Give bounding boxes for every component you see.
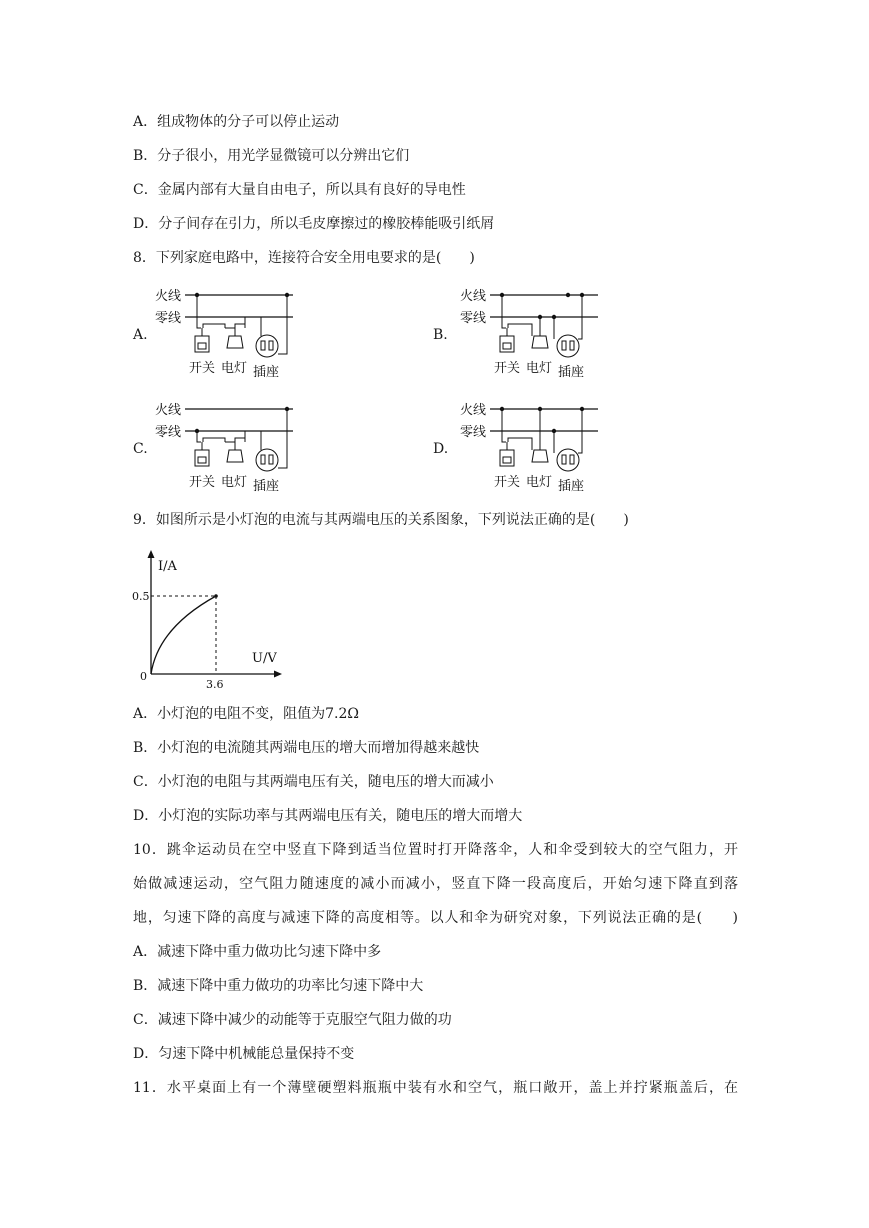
q10-stem-line-2: 始做减速运动，空气阻力随速度的减小而减小，竖直下降一段高度后，开始匀速下降直到落	[133, 876, 738, 892]
lamp-label: 电灯	[526, 475, 553, 490]
switch-label: 开关	[189, 475, 216, 490]
origin-label: 0	[140, 670, 147, 683]
q7-option-a: A．组成物体的分子可以停止运动	[133, 114, 340, 130]
q9-option-a: A．小灯泡的电阻不变，阻值为7.2Ω	[133, 706, 359, 722]
live-wire-label: 火线	[460, 403, 487, 418]
q8-option-c-label: C.	[133, 441, 148, 457]
q8-option-b-label: B.	[433, 327, 448, 343]
q9-option-d: D．小灯泡的实际功率与其两端电压有关，随电压的增大而增大	[133, 808, 523, 824]
q7-option-b: B．分子很小，用光学显微镜可以分辨出它们	[133, 148, 410, 164]
y-tick-label: 0.5	[132, 590, 150, 603]
switch-label: 开关	[189, 361, 216, 376]
live-wire-label: 火线	[460, 289, 487, 304]
q9-option-c: C．小灯泡的电阻与其两端电压有关，随电压的增大而减小	[133, 774, 494, 790]
current-voltage-graph	[130, 548, 290, 691]
neutral-wire-label: 零线	[460, 425, 487, 440]
q10-option-c: C．减速下降中减少的动能等于克服空气阻力做的功	[133, 1012, 452, 1028]
switch-label: 开关	[494, 475, 521, 490]
q7-option-d: D．分子间存在引力，所以毛皮摩擦过的橡胶棒能吸引纸屑	[133, 216, 495, 232]
q10-option-a: A．减速下降中重力做功比匀速下降中多	[133, 944, 382, 960]
q8-stem: 8．下列家庭电路中，连接符合安全用电要求的是( )	[133, 250, 475, 266]
x-axis-label: U/V	[252, 651, 277, 666]
neutral-wire-label: 零线	[155, 311, 182, 326]
switch-label: 开关	[494, 361, 521, 376]
q10-option-d: D．匀速下降中机械能总量保持不变	[133, 1046, 355, 1062]
neutral-wire-label: 零线	[155, 425, 182, 440]
q7-option-c: C．金属内部有大量自由电子，所以具有良好的导电性	[133, 182, 466, 198]
q8-option-d-label: D.	[433, 441, 449, 457]
q10-stem-line-1: 10．跳伞运动员在空中竖直下降到适当位置时打开降落伞，人和伞受到较大的空气阻力，开	[133, 842, 738, 858]
circuit-diagram-d	[460, 398, 610, 498]
lamp-label: 电灯	[526, 361, 553, 376]
socket-label: 插座	[253, 365, 280, 380]
circuit-diagram-a	[155, 284, 305, 384]
socket-label: 插座	[253, 479, 280, 494]
q10-stem-line-3: 地，匀速下降的高度与减速下降的高度相等。以人和伞为研究对象，下列说法正确的是( )	[133, 910, 738, 926]
iu-curve	[151, 596, 216, 674]
lamp-label: 电灯	[221, 475, 248, 490]
x-tick-label: 3.6	[206, 678, 224, 691]
circuit-diagram-b	[460, 284, 610, 384]
q9-stem: 9．如图所示是小灯泡的电流与其两端电压的关系图象，下列说法正确的是( )	[133, 512, 629, 528]
q9-option-b: B．小灯泡的电流随其两端电压的增大而增加得越来越快	[133, 740, 480, 756]
socket-label: 插座	[558, 365, 585, 380]
y-axis-label: I/A	[158, 559, 177, 574]
q11-stem-line-1: 11．水平桌面上有一个薄壁硬塑料瓶瓶中装有水和空气，瓶口敞开，盖上并拧紧瓶盖后，在	[133, 1080, 738, 1096]
live-wire-label: 火线	[155, 289, 182, 304]
q8-option-a-label: A.	[133, 327, 148, 343]
neutral-wire-label: 零线	[460, 311, 487, 326]
q10-option-b: B．减速下降中重力做功的功率比匀速下降中大	[133, 978, 424, 994]
live-wire-label: 火线	[155, 403, 182, 418]
socket-label: 插座	[558, 479, 585, 494]
lamp-label: 电灯	[221, 361, 248, 376]
circuit-diagram-c	[155, 398, 305, 498]
